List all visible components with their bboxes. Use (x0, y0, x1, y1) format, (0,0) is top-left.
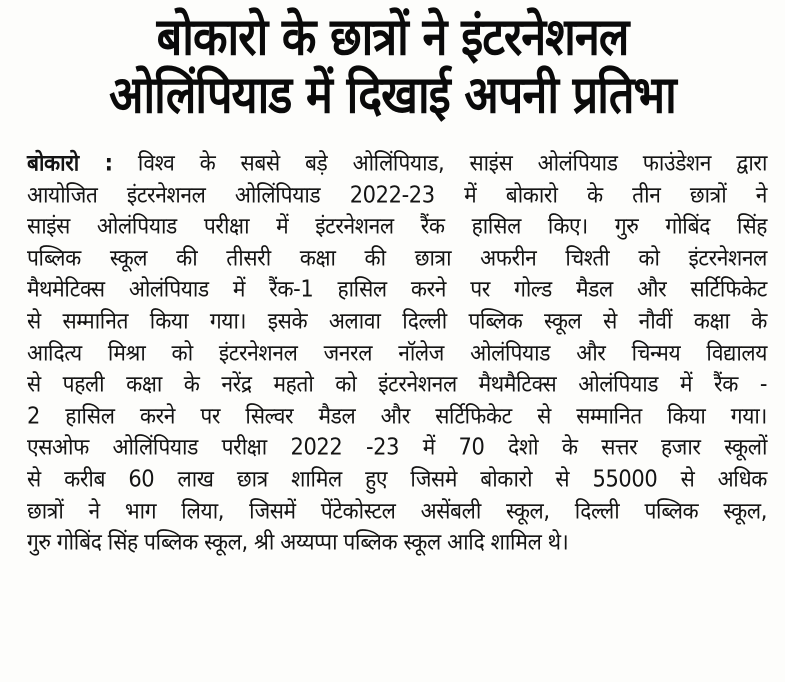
article-line-7: आदित्य मिश्रा को इंटरनेशनल जनरल नॉलेज ओलंपियाड और चिन्मय विद्यालय (27, 339, 767, 366)
article-line-10: एसओफ ओलिंपियाड परीक्षा 2022 -23 में 70 देशो के सत्तर हजार स्कूलों (27, 434, 767, 461)
article-line-5: मैथमेटिक्स ओलंपियाड में रैंक-1 हासिल करने पर गोल्ड मैडल और सर्टिफिकेट (27, 276, 767, 303)
article-line-13: गुरु गोबिंद सिंह पब्लिक स्कूल, श्री अय्यप्पा पब्लिक स्कूल आदि शामिल थे। (27, 529, 569, 556)
article-line-2: आयोजित इंटरनेशनल ओलिंपियाड 2022-23 में बोकारो के तीन छात्रों ने (27, 181, 767, 208)
article-body (27, 148, 767, 559)
headline-line-2: ओलिंपियाड में दिखाई अपनी प्रतिभा (109, 63, 676, 125)
article-line-12: छात्रों ने भाग लिया, जिसमें पेंटेकोस्टल असेंबली स्कूल, दिल्ली पब्लिक स्कूल, (27, 497, 767, 524)
article-line-4: पब्लिक स्कूल की तीसरी कक्षा की छात्रा अफरीन चिश्ती को इंटरनेशनल (27, 244, 767, 271)
article-line-11: से करीब 60 लाख छात्र शामिल हुए जिसमे बोकारो से 55000 से अधिक (27, 465, 767, 492)
article-line-9: 2 हासिल करने पर सिल्वर मैडल और सर्टिफिकेट से सम्मानित किया गया। (27, 402, 767, 429)
article-line-8: से पहली कक्षा के नरेंद्र महतो को इंटरनेशनल मैथमैटिक्स ओलंपियाड में रैंक - (27, 371, 767, 398)
headline (0, 0, 785, 124)
article-line-1 (27, 147, 767, 181)
article-line-1-text: विश्व के सबसे बड़े ओलिंपियाड, साइंस ओलंपियाड फाउंडेशन द्वारा (137, 149, 767, 176)
headline-line-1: बोकारो के छात्रों ने इंटरनेशनल (156, 5, 629, 67)
dateline: बोकारो : (27, 149, 113, 176)
article-line-3: साइंस ओलंपियाड परीक्षा में इंटरनेशनल रैंक हासिल किए। गुरु गोबिंद सिंह (27, 213, 767, 240)
article-line-6: से सम्मानित किया गया। इसके अलावा दिल्ली पब्लिक स्कूल से नौवीं कक्षा के (27, 307, 767, 334)
